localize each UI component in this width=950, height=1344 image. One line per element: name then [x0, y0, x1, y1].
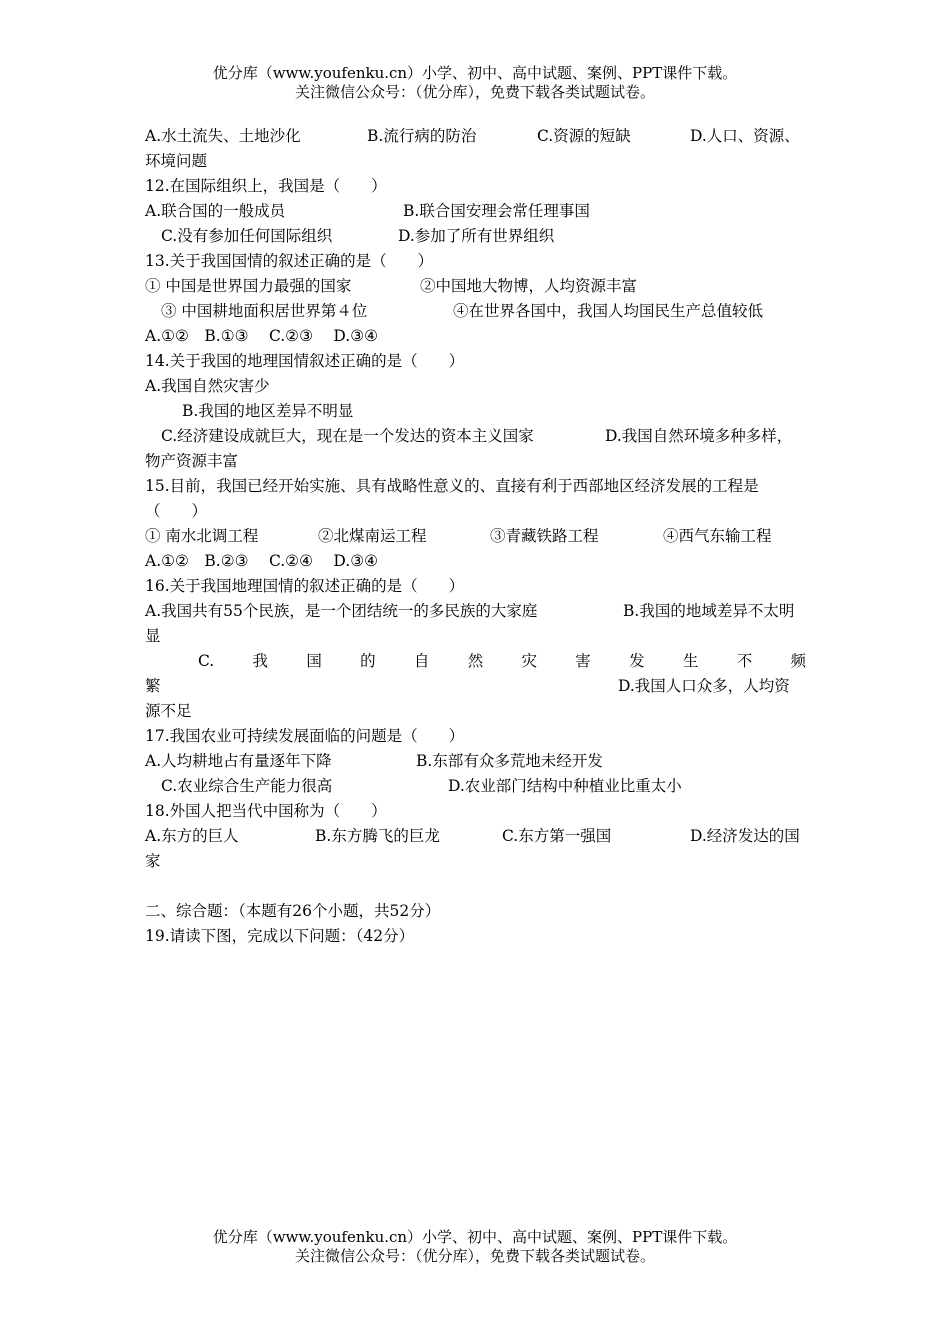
q14-option-c: C.经济建设成就巨大，现在是一个发达的资本主义国家 [161, 427, 534, 445]
q16-option-c-char: 害 [575, 652, 591, 670]
q14-option-a: A.我国自然灾害少 [145, 377, 270, 395]
q16-option-d-continued: 源不足 [145, 702, 192, 720]
q16-option-c-char: 国 [306, 652, 322, 670]
q16-option-c-char: 生 [682, 652, 699, 670]
q16-option-c-char: 我 [252, 652, 269, 670]
q16-option-c-char: 然 [467, 652, 484, 670]
q19-stem: 19.请读下图，完成以下问题：（42分） [145, 927, 415, 945]
q13-options: A.①② B.①③ C.②③ D.③④ [145, 327, 378, 345]
q18-option-c: C.东方第一强国 [502, 827, 612, 845]
q18-stem: 18.外国人把当代中国称为（ ） [145, 802, 387, 820]
q16-option-c-char: 的 [360, 652, 376, 670]
q16-option-c-continued: 繁 [145, 677, 161, 695]
q13-stem: 13.关于我国国情的叙述正确的是（ ） [145, 252, 434, 270]
header-line-1: 优分库（www.youfenku.cn）小学、初中、高中试题、案例、PPT课件下载。 [212, 64, 738, 82]
q13-statement-3: ③ 中国耕地面积居世界第４位 [161, 302, 368, 320]
q16-option-d: D.我国人口众多，人均资 [618, 677, 790, 695]
q15-options: A.①② B.②③ C.②④ D.③④ [145, 552, 378, 570]
q15-statement-4: ④西气东输工程 [663, 527, 772, 545]
header-line-2: 关注微信公众号：（优分库），免费下载各类试题试卷。 [294, 83, 655, 101]
q17-stem: 17.我国农业可持续发展面临的问题是（ ） [145, 727, 465, 745]
q17-option-a: A.人均耕地占有量逐年下降 [145, 752, 332, 770]
page-header [0, 64, 950, 102]
q16-option-c [198, 649, 806, 674]
q12-stem: 12.在国际组织上，我国是（ ） [145, 177, 387, 195]
q16-option-c-char: 自 [413, 652, 430, 670]
q18-option-d: D.经济发达的国 [690, 827, 800, 845]
q12-option-a: A.联合国的一般成员 [145, 202, 286, 220]
q17-option-d: D.农业部门结构中种植业比重太小 [448, 777, 682, 795]
q13-statement-4: ④在世界各国中，我国人均国民生产总值较低 [453, 302, 764, 320]
q16-option-b-continued: 显 [145, 627, 161, 645]
q15-statement-1: ① 南水北调工程 [145, 527, 259, 545]
q14-option-d: D.我国自然环境多种多样， [605, 427, 793, 445]
q15-stem-continued: （ ） [145, 502, 208, 520]
q12-option-d: D.参加了所有世界组织 [398, 227, 555, 245]
q11-option-b: B.流行病的防治 [367, 127, 477, 145]
q12-option-c: C.没有参加任何国际组织 [161, 227, 333, 245]
q18-option-b: B.东方腾飞的巨龙 [315, 827, 440, 845]
q14-stem: 14.关于我国的地理国情叙述正确的是（ ） [145, 352, 465, 370]
q13-statement-2: ②中国地大物博，人均资源丰富 [420, 277, 638, 295]
q16-option-b: B.我国的地域差异不太明 [623, 602, 795, 620]
footer-line-1: 优分库（www.youfenku.cn）小学、初中、高中试题、案例、PPT课件下载。 [212, 1228, 738, 1246]
q16-option-a: A.我国共有55个民族，是一个团结统一的多民族的大家庭 [145, 602, 538, 620]
q16-option-c-char: 发 [629, 652, 645, 670]
q16-option-c-char: 灾 [521, 652, 538, 670]
q15-stem: 15.目前，我国已经开始实施、具有战略性意义的、直接有利于西部地区经济发展的工程是 [145, 477, 759, 495]
q15-statement-2: ②北煤南运工程 [318, 527, 427, 545]
q16-option-c-char: 频 [790, 652, 806, 670]
footer-line-2: 关注微信公众号：（优分库），免费下载各类试题试卷。 [294, 1247, 655, 1265]
q11-option-d-continued: 环境问题 [145, 152, 208, 170]
q14-option-b: B.我国的地区差异不明显 [182, 402, 354, 420]
q12-option-b: B.联合国安理会常任理事国 [403, 202, 590, 220]
q17-option-b: B.东部有众多荒地未经开发 [416, 752, 603, 770]
q11-option-a: A.水土流失、土地沙化 [145, 127, 301, 145]
q18-option-a: A.东方的巨人 [145, 827, 239, 845]
q15-statement-3: ③青藏铁路工程 [490, 527, 599, 545]
q14-option-d-continued: 物产资源丰富 [145, 452, 239, 470]
q16-option-c-char: 不 [736, 652, 753, 670]
q16-option-c-char: C. [198, 652, 215, 670]
q17-option-c: C.农业综合生产能力很高 [161, 777, 333, 795]
page-footer [0, 1228, 950, 1266]
q13-statement-1: ① 中国是世界国力最强的国家 [145, 277, 352, 295]
q11-option-d: D.人口、资源、 [690, 127, 800, 145]
q11-option-c: C.资源的短缺 [537, 127, 631, 145]
q16-stem: 16.关于我国地理国情的叙述正确的是（ ） [145, 577, 465, 595]
q18-option-d-continued: 家 [145, 852, 161, 870]
section-2-title: 二、综合题：（本题有26个小题，共52分） [145, 902, 441, 920]
